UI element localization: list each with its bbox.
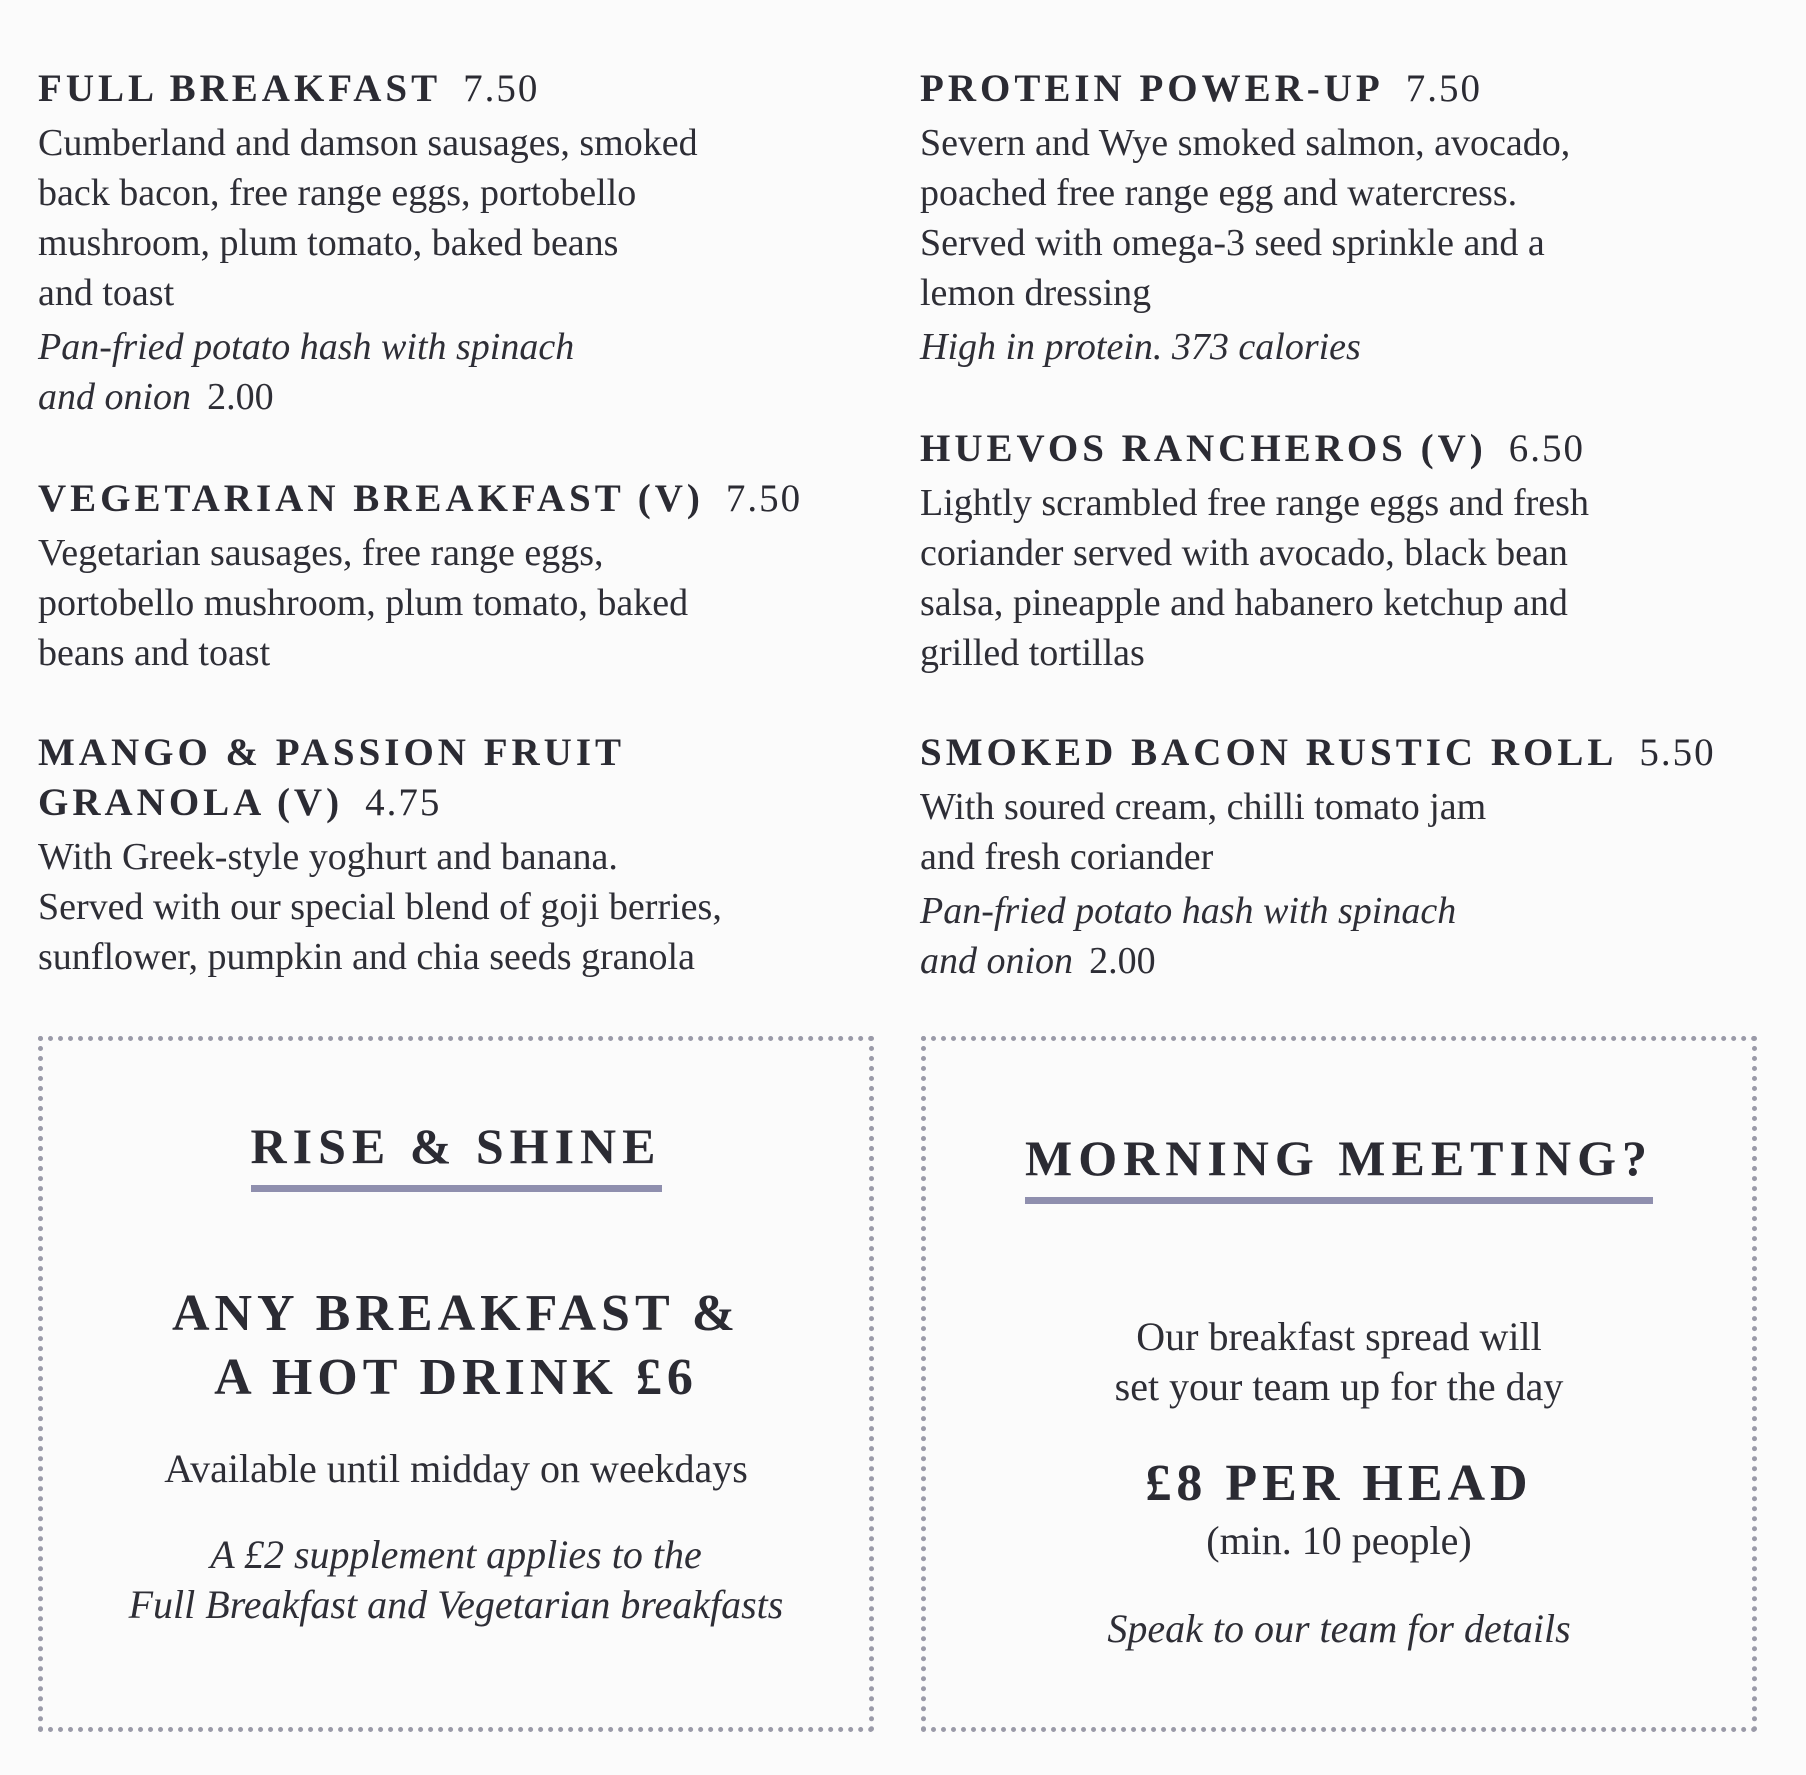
item-title — [920, 64, 1780, 114]
offer-line: ANY BREAKFAST & — [171, 1285, 741, 1342]
desc-line: Severn and Wye smoked salmon, avocado, — [920, 122, 1571, 164]
item-extra — [38, 322, 888, 422]
desc-line: Served with our special blend of goji berries, — [38, 886, 722, 928]
desc-line: Vegetarian sausages, free range eggs, — [38, 532, 604, 574]
item-price: 7.50 — [1405, 67, 1482, 110]
morning-meeting-heading: MORNING MEETING? — [1025, 1129, 1653, 1204]
note-line: A £2 supplement applies to the — [210, 1532, 702, 1577]
desc-line: and fresh coriander — [920, 836, 1214, 878]
morning-meeting-box — [921, 1036, 1757, 1732]
desc-line: beans and toast — [38, 632, 271, 674]
rise-shine-heading: RISE & SHINE — [251, 1117, 662, 1192]
desc-line: mushroom, plum tomato, baked beans — [38, 222, 619, 264]
item-description — [38, 528, 888, 678]
item-price: 6.50 — [1508, 427, 1586, 470]
rise-shine-offer — [43, 1282, 869, 1410]
extra-line: Pan-fried potato hash with spinach — [38, 326, 575, 368]
extra-line: Pan-fried potato hash with spinach — [920, 890, 1457, 932]
item-price: 7.50 — [463, 67, 540, 110]
desc-line: Cumberland and damson sausages, smoked — [38, 122, 698, 164]
item-title — [920, 424, 1780, 474]
desc-line: and toast — [38, 272, 175, 314]
item-title — [38, 474, 888, 524]
item-description — [920, 118, 1780, 318]
menu-item-vegetarian-breakfast — [38, 474, 888, 678]
item-name: VEGETARIAN BREAKFAST (V) — [38, 477, 704, 520]
item-name: PROTEIN POWER-UP — [920, 67, 1384, 110]
desc-line: sunflower, pumpkin and chia seeds granola — [38, 936, 695, 978]
rise-shine-availability: Available until midday on weekdays — [164, 1446, 748, 1491]
text-line: set your team up for the day — [1114, 1364, 1564, 1409]
rise-shine-note — [43, 1530, 869, 1630]
item-description — [38, 118, 888, 318]
menu-item-full-breakfast — [38, 64, 888, 422]
item-price: 4.75 — [365, 781, 442, 824]
desc-line: back bacon, free range eggs, portobello — [38, 172, 637, 214]
menu-item-protein-power-up — [920, 64, 1780, 372]
item-price: 5.50 — [1639, 731, 1716, 774]
desc-line: With Greek-style yoghurt and banana. — [38, 836, 618, 878]
item-description — [38, 832, 888, 982]
desc-line: Lightly scrambled free range eggs and fresh — [920, 482, 1589, 524]
item-extra — [920, 322, 1780, 372]
morning-meeting-min: (min. 10 people) — [1206, 1518, 1472, 1563]
text-line: Our breakfast spread will — [1136, 1314, 1542, 1359]
rise-shine-box — [38, 1036, 874, 1732]
menu-item-granola — [38, 728, 888, 982]
item-description — [920, 782, 1780, 882]
menu-item-huevos-rancheros — [920, 424, 1780, 678]
item-title — [920, 728, 1780, 778]
morning-meeting-text — [926, 1312, 1752, 1412]
morning-meeting-note: Speak to our team for details — [1107, 1606, 1571, 1651]
item-description — [920, 478, 1780, 678]
extra-line: High in protein. 373 calories — [920, 326, 1361, 368]
desc-line: salsa, pineapple and habanero ketchup and — [920, 582, 1568, 624]
item-name: FULL BREAKFAST — [38, 67, 442, 110]
item-extra — [920, 886, 1780, 986]
desc-line: Served with omega-3 seed sprinkle and a — [920, 222, 1545, 264]
desc-line: With soured cream, chilli tomato jam — [920, 786, 1487, 828]
morning-meeting-price: £8 PER HEAD — [1145, 1455, 1533, 1512]
item-name: SMOKED BACON RUSTIC ROLL — [920, 731, 1618, 774]
item-name-line: GRANOLA (V) — [38, 781, 344, 824]
desc-line: lemon dressing — [920, 272, 1152, 314]
item-name: HUEVOS RANCHEROS (V) — [920, 427, 1487, 470]
item-price: 7.50 — [725, 477, 803, 520]
menu-item-bacon-roll — [920, 728, 1780, 986]
desc-line: portobello mushroom, plum tomato, baked — [38, 582, 689, 624]
extra-line: and onion — [920, 940, 1074, 982]
item-title — [38, 728, 888, 828]
item-name-line: MANGO & PASSION FRUIT — [38, 731, 626, 774]
extra-price: 2.00 — [207, 376, 274, 418]
desc-line: coriander served with avocado, black bean — [920, 532, 1568, 574]
item-title — [38, 64, 888, 114]
offer-line: A HOT DRINK £6 — [214, 1349, 698, 1406]
note-line: Full Breakfast and Vegetarian breakfasts — [128, 1582, 784, 1627]
extra-line: and onion — [38, 376, 192, 418]
extra-price: 2.00 — [1089, 940, 1156, 982]
desc-line: poached free range egg and watercress. — [920, 172, 1518, 214]
desc-line: grilled tortillas — [920, 632, 1145, 674]
